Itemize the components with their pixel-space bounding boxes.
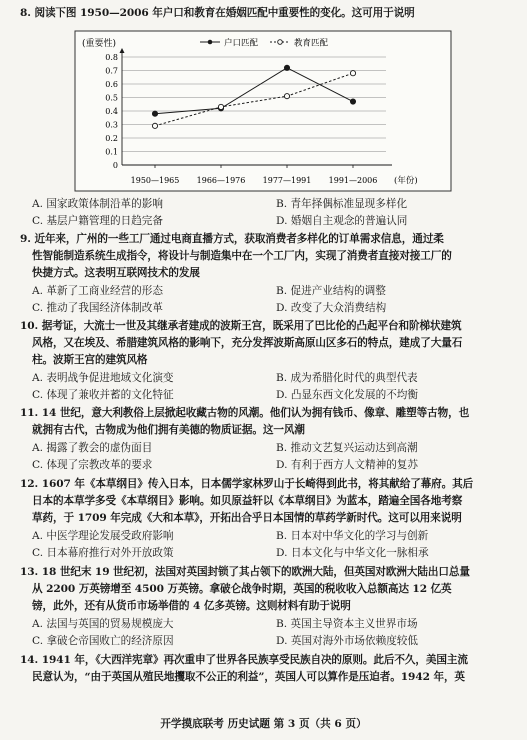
legend-label-hukou: 户口匹配: [224, 38, 259, 49]
q8-option-d: D. 婚姻自主观念的普遍认同: [276, 215, 408, 227]
q14-line-1: 14. 1941 年，《大西洋宪章》再次重申了世界各民族享受民族自决的原则。此后不久，美国主流: [20, 654, 468, 666]
q13-option-d: D. 英国对海外市场依赖度较低: [276, 635, 418, 647]
q8-option-c: C. 基层户籍管理的日趋完备: [32, 215, 163, 227]
q10-option-d: D. 凸显东西文化发展的不均衡: [276, 389, 418, 401]
page-footer: 开学摸底联考 历史试题 第 3 页（共 6 页）: [160, 718, 367, 730]
series-0-point-2: [284, 65, 289, 70]
q13-option-c: C. 拿破仑帝国败亡的经济原因: [32, 635, 174, 647]
series-0-point-3: [350, 99, 355, 104]
q11-line-2: 就拥有古代，古物成为他们拥有美德的物质证据。这一风潮: [32, 424, 305, 436]
y-tick-label-1: 0.1: [105, 147, 118, 157]
y-tick-label-8: 0.8: [105, 53, 118, 62]
q10-option-c: C. 体现了兼收并蓄的文化特征: [32, 389, 174, 401]
series-0-point-0: [152, 111, 157, 116]
q11-option-c: C. 体现了宗教改革的要求: [32, 459, 153, 471]
y-tick-label-6: 0.6: [105, 80, 118, 89]
q12-line-3: 草药，于 1709 年完成《大和本草》，开拓出合乎日本国情的草药学新时代。这可以用来说明: [32, 512, 462, 524]
q10-option-b: B. 成为希腊化时代的典型代表: [276, 372, 418, 384]
q10-option-a: A. 表明战争促进地域文化演变: [32, 372, 174, 384]
q9-option-c: C. 推动了我国经济体制改革: [32, 302, 163, 314]
q9-option-b: B. 促进产业结构的调整: [276, 285, 386, 297]
series-1-point-2: [284, 94, 289, 99]
q11-option-a: A. 揭露了教会的虚伪面目: [32, 442, 153, 454]
y-tick-label-2: 0.2: [105, 134, 118, 143]
legend-marker-education: [278, 40, 283, 45]
q12-option-d: D. 日本文化与中华文化一脉相承: [276, 547, 429, 559]
q11-option-b: B. 推动文艺复兴运动达到高潮: [276, 442, 418, 454]
y-tick-label-4: 0.4: [105, 107, 118, 116]
x-tick-label-3: 1991—2006: [328, 176, 378, 185]
q11-line-1: 11. 14 世纪，意大利教俗上层掀起收藏古物的风潮。他们认为拥有钱币、像章、雕塑等古物，也: [20, 407, 470, 419]
q9-line-1: 9. 近年来，广州的一些工厂通过电商直播方式，获取消费者多样化的订单需求信息，通过柔: [20, 233, 444, 245]
y-tick-label-3: 0.3: [105, 120, 118, 130]
q8-stem: 8. 阅读下图 1950—2006 年户口和教育在婚姻匹配中重要性的变化。这可用于说明: [20, 7, 415, 19]
q9-line-2: 性智能制造系统生成指令，将设计与制造集中在一个工厂内，实现了消费者直接对接工厂的: [32, 250, 452, 262]
x-tick-label-2: 1977—1991: [262, 176, 312, 185]
q10-line-1: 10. 据考证，大流士一世及其继承者建成的波斯王宫，既采用了巴比伦的凸起平台和阶梯状建筑: [20, 320, 462, 332]
q13-line-2: 从 2200 万英镑增至 4500 万英镑。拿破仑战争时期，英国的税收收入总额高达 12 亿英: [32, 583, 452, 595]
q13-option-b: B. 英国主导资本主义世界市场: [276, 618, 418, 630]
x-tick-label-1: 1966—1976: [196, 176, 246, 185]
q12-option-b: B. 日本对中华文化的学习与创新: [276, 530, 429, 542]
chart-xlabel: (年份): [394, 176, 418, 186]
legend-label-education: 教育匹配: [294, 38, 329, 49]
series-1-point-0: [152, 123, 157, 128]
q12-line-2: 日本的本草学多受《本草纲目》影响。如贝原益轩以《本草纲目》为蓝本，踏遍全国各地考察: [32, 495, 463, 507]
y-tick-label-0: 0: [112, 161, 118, 170]
q14-line-2: 民意认为，“由于英国从殖民地攫取不公正的利益”，英国人可以算作是压迫者。1942 年，英: [32, 671, 465, 683]
legend-marker-hukou: [208, 40, 213, 45]
x-tick-label-0: 1950—1965: [130, 176, 180, 185]
q9-option-d: D. 改变了大众消费结构: [276, 302, 387, 314]
importance-line-chart: [74, 30, 454, 194]
chart-ylabel: (重要性): [82, 39, 117, 49]
q8-option-b: B. 青年择偶标准显现多样化: [276, 198, 408, 210]
q10-line-2: 风格，又在埃及、希腊建筑风格的影响下，充分发挥波斯高原山区多石的特点，建成了大量石: [32, 337, 463, 349]
q12-option-a: A. 中医学理论发展受政府影响: [32, 530, 174, 542]
q9-option-a: A. 革新了工商业经营的形态: [32, 285, 163, 297]
q12-option-c: C. 日本幕府推行对外开放政策: [32, 547, 174, 559]
q12-line-1: 12. 1607 年《本草纲目》传入日本，日本儒学家林罗山于长崎得到此书，将其献给了幕府。其后: [20, 478, 474, 490]
q13-line-3: 镑，此外，还有从货币市场举借的 4 亿多英镑。这则材料有助于说明: [32, 600, 351, 612]
series-1-point-1: [218, 104, 223, 109]
q9-line-3: 快捷方式。这表明互联网技术的发展: [32, 267, 200, 279]
q13-line-1: 13. 18 世纪末 19 世纪初，法国对英国封锁了其占领下的欧洲大陆，但英国对欧洲大陆出口总量: [20, 566, 470, 578]
q10-line-3: 柱。波斯王宫的建筑风格: [32, 354, 148, 366]
y-tick-label-5: 0.5: [105, 93, 118, 103]
series-1-point-3: [350, 71, 355, 76]
q13-option-a: A. 法国与英国的贸易规模庞大: [32, 618, 174, 630]
q11-option-d: D. 有利于西方人文精神的复苏: [276, 459, 418, 471]
q8-option-a: A. 国家政策体制沿革的影响: [32, 198, 163, 210]
y-tick-label-7: 0.7: [105, 66, 118, 76]
